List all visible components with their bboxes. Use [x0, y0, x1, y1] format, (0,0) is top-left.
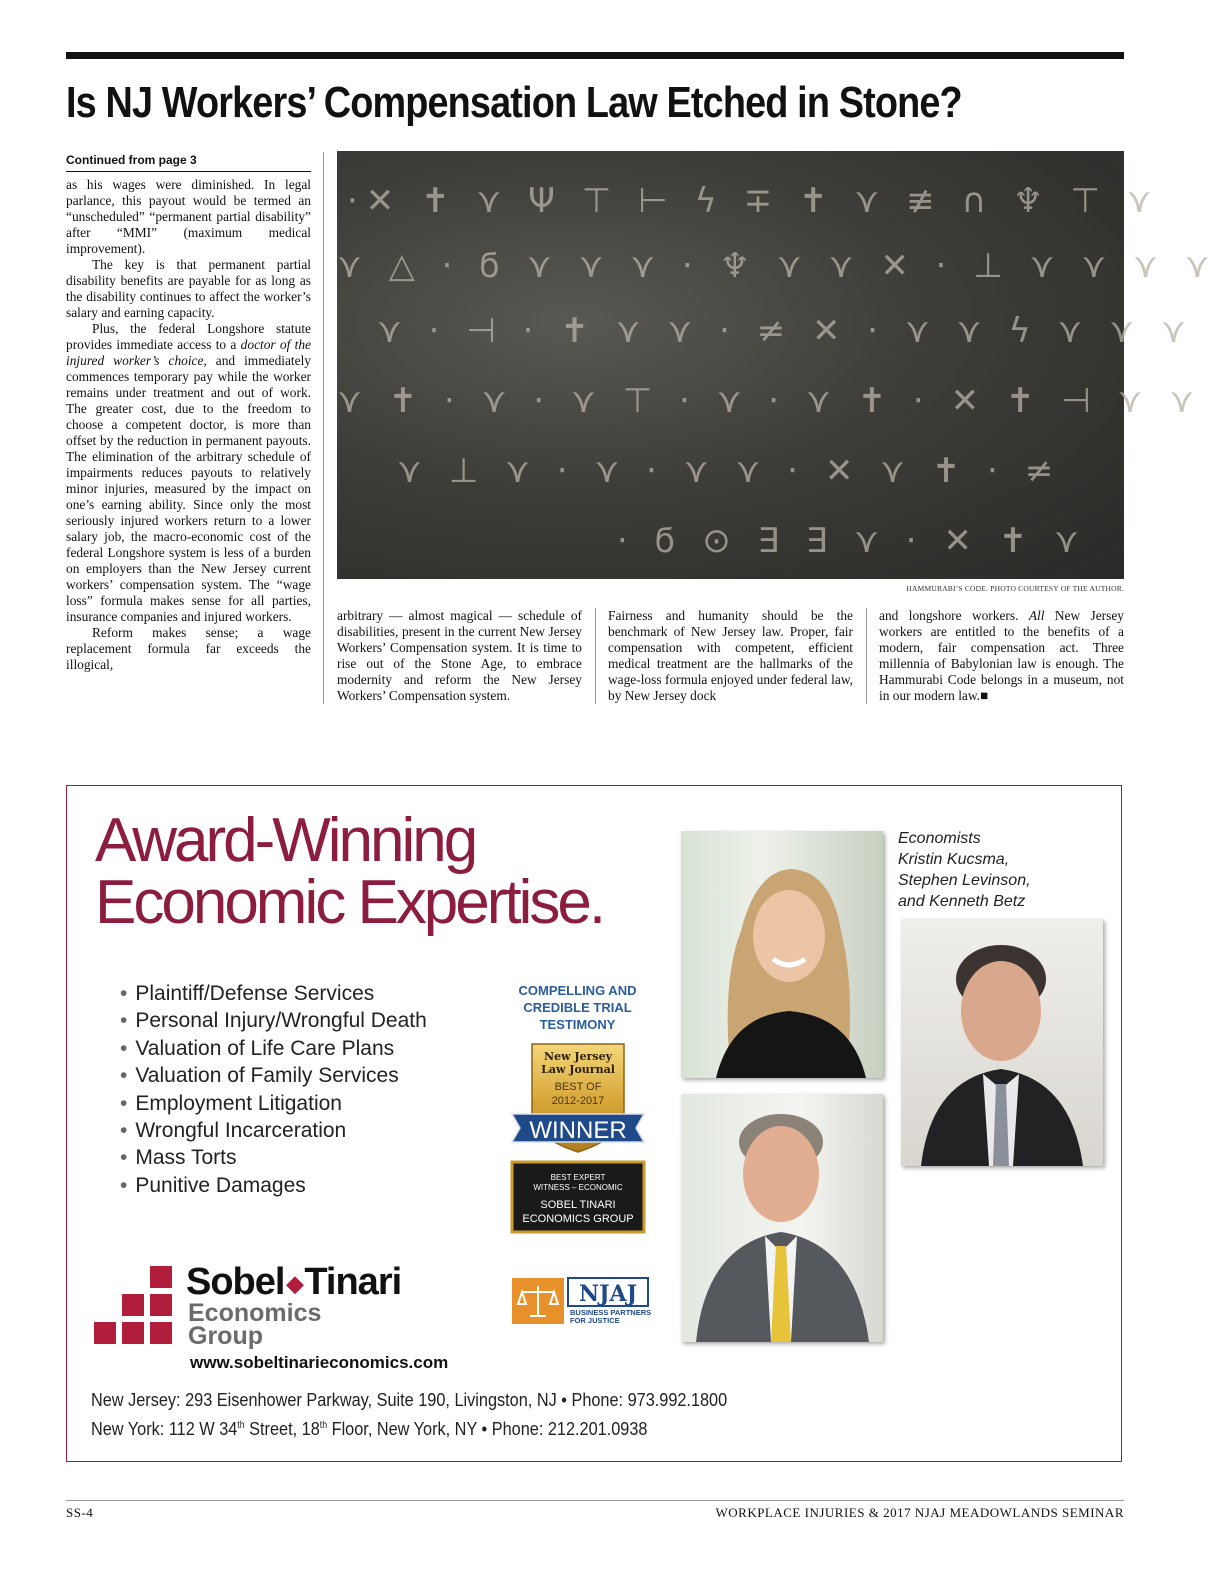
text-run: New Jersey workers are entitled to the benefits of a modern, fair compensation act. Three millennia of Babylonian law is enough. The Hammurabi Code belongs in a museum, not in our modern law.■ — [879, 608, 1124, 703]
portrait-illustration — [901, 919, 1103, 1166]
badge-category: WITNESS – ECONOMIC — [533, 1183, 623, 1192]
continued-label: Continued from page 3 — [66, 153, 311, 172]
footer-rule — [66, 1500, 1124, 1501]
text-run: Plus, the federal Longshore statute provides immediate access to a — [66, 321, 311, 352]
paragraph — [66, 321, 311, 625]
website-link[interactable]: www.sobeltinarieconomics.com — [190, 1353, 449, 1372]
caption-line: Economists — [898, 830, 981, 847]
paragraph: Fairness and humanity should be the benchmark of New Jersey law. Proper, fair compensation with competent, efficient medical treatment are the hallmarks of the wage-loss formula enjoyed under federal law, by New Jersey dock — [608, 608, 853, 703]
badge-journal-line: New Jersey — [544, 1050, 612, 1063]
badge-years: 2012-2017 — [551, 1095, 605, 1107]
stone-inscription-texture: ⋅ ϭ ⊙ ∃ ∃ ⋎ ⋅ ✕ ✝ ⋎ — [617, 521, 1087, 561]
sobel-tinari-logo-mark — [94, 1266, 174, 1346]
address-text: Street, 18 — [244, 1418, 320, 1439]
column-rule — [866, 608, 867, 704]
badge-firm: SOBEL TINARI — [540, 1199, 616, 1211]
paragraph: Reform makes sense; a wage replacement formula far exceeds the illogical, — [66, 625, 311, 672]
article-column-1 — [66, 177, 311, 673]
njaj-name: NJAJ — [579, 1281, 637, 1307]
logo-subtitle-line: Group — [188, 1322, 263, 1350]
service-item: • Personal Injury/Wrongful Death — [120, 1007, 427, 1034]
njaj-tagline: FOR JUSTICE — [570, 1316, 620, 1325]
badge-category: BEST EXPERT — [550, 1173, 606, 1182]
top-rule — [66, 52, 1124, 59]
column-rule — [323, 152, 324, 704]
ad-headline-line: Award-Winning — [95, 806, 476, 875]
award-badge — [512, 1042, 644, 1232]
testimony-tagline: COMPELLING AND CREDIBLE TRIAL TESTIMONY — [518, 983, 637, 1032]
service-item: • Mass Torts — [120, 1144, 427, 1171]
ordinal-suffix: th — [237, 1419, 245, 1431]
caption-line: Kristin Kucsma, — [898, 851, 1010, 868]
stone-inscription-texture: ⋎ ✝ ⋅ ⋎ ⋅ ⋎ ⊤ ⋅ ⋎ ⋅ ⋎ ✝ ⋅ ✕ ✝ ⊣ ⋎ ⋎ — [337, 381, 1203, 421]
paragraph: The key is that permanent partial disability benefits are payable for as long as the disability continues to affect the worker’s salary and earning capacity. — [66, 257, 311, 320]
text-run: and longshore workers. — [879, 608, 1029, 623]
ordinal-suffix: th — [319, 1419, 328, 1431]
stone-inscription-texture: ·✕ ✝ ⋎ Ψ ⊤ ⊢ ϟ ∓ ✝ ⋎ ≢ ∩ ♆ ⊤ ⋎ — [347, 181, 1160, 221]
hammurabi-code-photo — [337, 151, 1218, 579]
portrait-illustration — [681, 831, 883, 1078]
column-rule — [595, 608, 596, 704]
diamond-icon: ◆ — [286, 1270, 303, 1296]
logo-subtitle — [188, 1299, 322, 1350]
paragraph — [879, 608, 1124, 704]
portrait-photo-man — [901, 919, 1103, 1166]
stone-inscription-texture: ⋎ ⋅ ⊣ ⋅ ✝ ⋎ ⋎ ⋅ ≠ ✕ ⋅ ⋎ ⋎ ϟ ⋎ ⋎ ⋎ — [377, 311, 1194, 351]
page-folio: SS-4 — [66, 1505, 94, 1520]
portrait-photo-man — [681, 1094, 883, 1342]
ad-headline-line: Economic Expertise. — [95, 868, 604, 937]
caption-line: Stephen Levinson, — [898, 872, 1031, 889]
emphasis-text: All — [1028, 608, 1045, 623]
article-column-3 — [608, 608, 853, 704]
article-column-2 — [337, 608, 582, 704]
service-item: • Wrongful Incarceration — [120, 1117, 427, 1144]
ad-headline — [95, 806, 604, 937]
badge-winner: WINNER — [529, 1117, 627, 1144]
stone-inscription-texture: ⋎ △ ⋅ ϭ ⋎ ⋎ ⋎ ⋅ ♆ ⋎ ⋎ ✕ ⋅ ⊥ ⋎ ⋎ ⋎ ⋎ — [337, 246, 1218, 286]
service-item: • Plaintiff/Defense Services — [120, 980, 427, 1007]
njaj-tagline: BUSINESS PARTNERS — [570, 1308, 652, 1317]
service-item: • Valuation of Family Services — [120, 1062, 427, 1089]
badge-firm: ECONOMICS GROUP — [522, 1213, 634, 1225]
logo-word: Tinari — [304, 1261, 402, 1303]
nj-office-address: New Jersey: 293 Eisenhower Parkway, Suite 190, Livingston, NJ • Phone: 973.992.1800 — [91, 1389, 728, 1410]
article-column-4 — [879, 608, 1124, 704]
stone-inscription-texture: ⋎ ⊥ ⋎ ⋅ ⋎ ⋅ ⋎ ⋎ ⋅ ✕ ⋎ ✝ ⋅ ≠ — [397, 451, 1062, 491]
services-list — [120, 980, 427, 1199]
paragraph: arbitrary — almost magical — schedule of disabilities, present in the current New Jersey Workers’ Compensation system. It is time to rise out of the Stone Age, to embrace modernity and reform the New Jersey Workers’ Compensation system. — [337, 608, 582, 703]
service-item: • Punitive Damages — [120, 1172, 427, 1199]
badge-best-of: BEST OF — [554, 1081, 602, 1093]
caption-line: and Kenneth Betz — [898, 893, 1026, 910]
economists-caption — [898, 828, 1031, 912]
badge-journal-line: Law Journal — [541, 1063, 615, 1076]
njaj-logo — [512, 1278, 652, 1325]
paragraph: as his wages were diminished. In legal parlance, this payout would be termed an “unscheduled” “permanent partial disability” after “MMI” (maximum medical improvement). — [66, 177, 311, 256]
headline: Is NJ Workers’ Compensation Law Etched in Stone? — [66, 78, 962, 127]
photo-caption: HAMMURABI’S CODE. PHOTO COURTESY OF THE AUTHOR. — [906, 584, 1124, 593]
emphasis-text: doctor of the injured worker’s choice — [66, 337, 311, 368]
logo-wordmark — [186, 1262, 401, 1304]
ny-office-address — [91, 1418, 647, 1440]
address-text: Floor, New York, NY • Phone: 212.201.0938 — [327, 1418, 648, 1439]
portrait-photo-woman — [681, 831, 883, 1078]
text-run: , and immediately commences temporary pay while the worker remains under treatment and out of work. The greater cost, due to the freedom to choose a competent doctor, is more than offset by the reduction in permanent payouts. The elimination of the arbitrary schedule of impairments reduces payouts to relatively minor injuries, measured by the impact on one’s earning ability. Since only the most seriously injured workers return to a lower salary job, the macro-economic cost of the federal Longshore system is less of a burden on employers than the New Jersey current workers’ compensation system. The “wage loss” formula makes sense for all parties, insurance companies and injured workers. — [66, 353, 312, 624]
running-footer: WORKPLACE INJURIES & 2017 NJAJ MEADOWLANDS SEMINAR — [715, 1505, 1124, 1520]
logo-subtitle-line: Economics — [188, 1299, 322, 1327]
logo-word: Sobel — [186, 1261, 285, 1303]
portrait-illustration — [681, 1094, 883, 1342]
service-item: • Valuation of Life Care Plans — [120, 1035, 427, 1062]
service-item: • Employment Litigation — [120, 1090, 427, 1117]
address-text: New York: 112 W 34 — [91, 1418, 238, 1439]
